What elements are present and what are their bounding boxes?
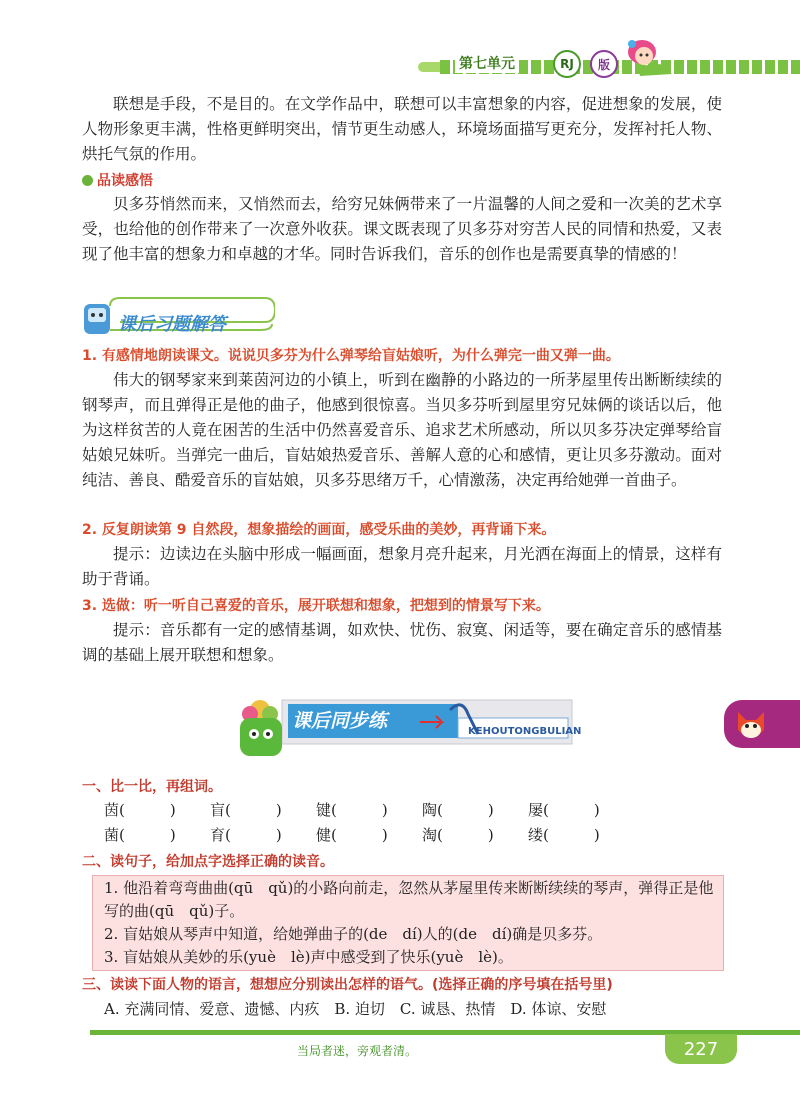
word-item: 淘( ) [422,826,494,844]
question-1: 1. 有感情地朗读课文。说说贝多芬为什么弹琴给盲姑娘听，为什么弹完一曲又弹一曲。 [82,348,620,364]
unit-title: 第七单元 [455,53,519,73]
word-item: 茵( ) [104,801,176,819]
intro-paragraph: 联想是手段，不是目的。在文学作品中，联想可以丰富想象的内容，促进想象的发展，使人物形象更丰满，性格更鲜明突出，情节更生动感人，环境场面描写更充分，发挥衬托人物、烘托气氛的作用。 [82,95,722,163]
word-item: 育( ) [210,826,282,844]
answer-2: 提示：边读边在头脑中形成一幅画面，想象月亮升起来，月光洒在海面上的情景，这样有助于背诵。 [82,545,722,588]
word-row-2 [104,824,664,846]
answer-3: 提示：音乐都有一定的感情基调，如欢快、忧伤、寂寞、闲适等，要在确定音乐的感情基调的基础上展开联想和想象。 [82,621,722,664]
word-item: 缕( ) [528,826,600,844]
edition-badge-rj: RJ [553,50,581,78]
answer-choices: A. 充满同情、爱意、遗憾、内疚 B. 迫切 C. 诚恳、热情 D. 体谅、安慰 [104,1000,607,1018]
word-item: 盲( ) [210,801,282,819]
fox-mascot-icon [734,706,768,742]
exercise-1-title: 一、比一比，再组词。 [82,779,222,795]
word-row-1 [104,799,664,821]
word-item: 健( ) [316,826,388,844]
sentence-3: 3. 盲姑娘从美妙的乐(yuè lè)声中感受到了快乐(yuè lè)。 [104,948,513,966]
word-item: 屡( ) [528,801,600,819]
practice-title: 课后同步练 [292,710,388,732]
sentence-1: 1. 他沿着弯弯曲曲(qū qǔ)的小路向前走，忽然从茅屋里传来断断续续的琴声，弹得正是他写的曲(qū qǔ)子。 [104,879,714,920]
bullet-dot-icon [82,175,93,186]
question-3: 3. 选做：听一听自己喜爱的音乐，展开联想和想象，把想到的情景写下来。 [82,598,550,614]
question-2: 2. 反复朗读第 9 自然段，想象描绘的画面，感受乐曲的美妙，再背诵下来。 [82,522,556,538]
exercise-2-title: 二、读句子，给加点字选择正确的读音。 [82,854,334,870]
appreciation-paragraph: 贝多芬悄然而来，又悄然而去，给穷兄妹俩带来了一片温馨的人间之爱和一次美的艺术享受，也给他的创作带来了一次意外收获。课文既表现了贝多芬对穷苦人民的同情和热爱，又表现了他丰富的想象力和卓越的才华。同时告诉我们，音乐的创作也是需要真挚的情感的！ [82,195,722,263]
word-item: 陶( ) [422,801,494,819]
word-item: 菌( ) [104,826,176,844]
mascot-girl-icon [620,34,680,80]
practice-subtitle: KEHOUTONGBULIAN [468,726,582,737]
footer-proverb: 当局者迷，旁观者清。 [297,1044,418,1058]
sentence-2: 2. 盲姑娘从琴声中知道，给她弹曲子的(de dí)人的(de dí)确是贝多芬。 [104,925,603,943]
page-number: 227 [665,1034,737,1064]
practice-banner [232,690,577,760]
edition-badge-ban: 版 [590,50,618,78]
answer-1: 伟大的钢琴家来到莱茵河边的小镇上，听到在幽静的小路边的一所茅屋里传出断断续续的钢琴声，而且弹得正是他的曲子，他感到很惊喜。当贝多芬听到屋里穷兄妹俩的谈话以后，他为这样贫苦的人竟在困苦的生活中仍然喜爱音乐、追求艺术所感动，所以贝多芬决定弹琴给盲姑娘兄妹听。当弹完一曲后，盲姑娘热爱音乐、善解人意的心和感情，更让贝多芬激动。面对纯洁、善良、酷爱音乐的盲姑娘，贝多芬思绪万千，心情激荡，决定再给她弹一首曲子。 [82,371,722,489]
word-item: 键( ) [316,801,388,819]
exercise-answers-title: 课后习题解答 [118,314,226,335]
appreciation-title: 品读感悟 [82,170,153,190]
exercise-3-title: 三、读读下面人物的语言，想想应分别读出怎样的语气。(选择正确的序号填在括号里) [82,977,613,993]
